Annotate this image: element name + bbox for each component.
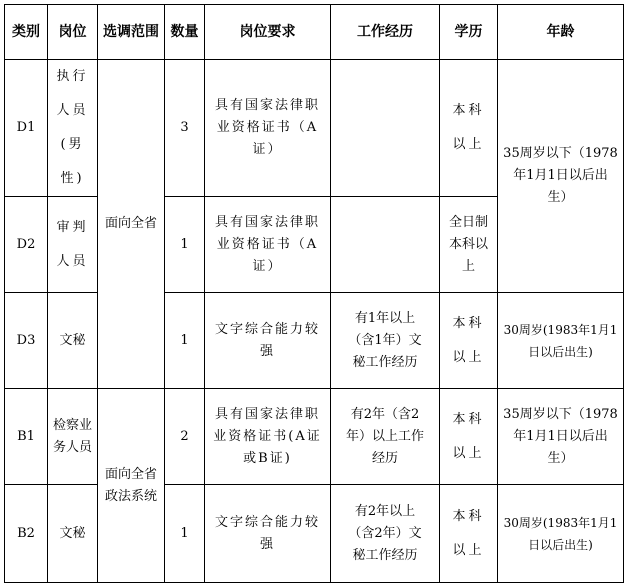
experience-cell: 有1年以上 （含1年）文 秘工作经历 bbox=[331, 293, 440, 389]
position-cell: 文秘 bbox=[48, 485, 98, 583]
header-education: 学历 bbox=[440, 5, 498, 60]
table-row bbox=[5, 60, 624, 197]
position-cell: 执行 人员 (男性) bbox=[48, 60, 98, 197]
requirement-cell: 文字综合能力较 强 bbox=[205, 485, 331, 583]
experience-cell bbox=[331, 197, 440, 293]
age-cell: 35周岁以下（1978 年1月1日以后出 生） bbox=[498, 389, 624, 485]
requirement-cell: 具有国家法律职 业资格证书（A 证） bbox=[205, 197, 331, 293]
position-cell: 检察业 务人员 bbox=[48, 389, 98, 485]
table-row bbox=[5, 389, 624, 485]
header-row bbox=[5, 5, 624, 60]
experience-cell bbox=[331, 60, 440, 197]
quantity-cell: 1 bbox=[165, 485, 205, 583]
age-cell: 30周岁(1983年1月1 日以后出生) bbox=[498, 485, 624, 583]
position-cell: 审判 人员 bbox=[48, 197, 98, 293]
education-cell: 本科 以上 bbox=[440, 389, 498, 485]
category-cell: B1 bbox=[5, 389, 48, 485]
quantity-cell: 3 bbox=[165, 60, 205, 197]
age-cell-d1-d2: 35周岁以下（1978 年1月1日以后出 生） bbox=[498, 60, 624, 293]
category-cell: D1 bbox=[5, 60, 48, 197]
table-row bbox=[5, 293, 624, 389]
scope-cell-b: 面向全省 政法系统 bbox=[98, 389, 165, 583]
header-category: 类别 bbox=[5, 5, 48, 60]
education-cell: 全日制 本科以 上 bbox=[440, 197, 498, 293]
experience-cell: 有2年以上 （含2年）文 秘工作经历 bbox=[331, 485, 440, 583]
header-position: 岗位 bbox=[48, 5, 98, 60]
scope-cell-d: 面向全省 bbox=[98, 60, 165, 389]
requirement-cell: 文字综合能力较 强 bbox=[205, 293, 331, 389]
experience-cell: 有2年（含2 年）以上工作 经历 bbox=[331, 389, 440, 485]
recruitment-table bbox=[4, 4, 624, 583]
quantity-cell: 1 bbox=[165, 197, 205, 293]
header-age: 年龄 bbox=[498, 5, 624, 60]
header-requirement: 岗位要求 bbox=[205, 5, 331, 60]
quantity-cell: 2 bbox=[165, 389, 205, 485]
header-quantity: 数量 bbox=[165, 5, 205, 60]
category-cell: B2 bbox=[5, 485, 48, 583]
education-cell: 本科 以上 bbox=[440, 485, 498, 583]
table-row bbox=[5, 485, 624, 583]
quantity-cell: 1 bbox=[165, 293, 205, 389]
education-cell: 本科 以上 bbox=[440, 293, 498, 389]
requirement-cell: 具有国家法律职 业资格证书(A证 或B证) bbox=[205, 389, 331, 485]
header-scope: 选调范围 bbox=[98, 5, 165, 60]
position-cell: 文秘 bbox=[48, 293, 98, 389]
category-cell: D2 bbox=[5, 197, 48, 293]
requirement-cell: 具有国家法律职 业资格证书（A 证） bbox=[205, 60, 331, 197]
age-cell: 30周岁(1983年1月1 日以后出生) bbox=[498, 293, 624, 389]
header-experience: 工作经历 bbox=[331, 5, 440, 60]
category-cell: D3 bbox=[5, 293, 48, 389]
education-cell: 本科 以上 bbox=[440, 60, 498, 197]
